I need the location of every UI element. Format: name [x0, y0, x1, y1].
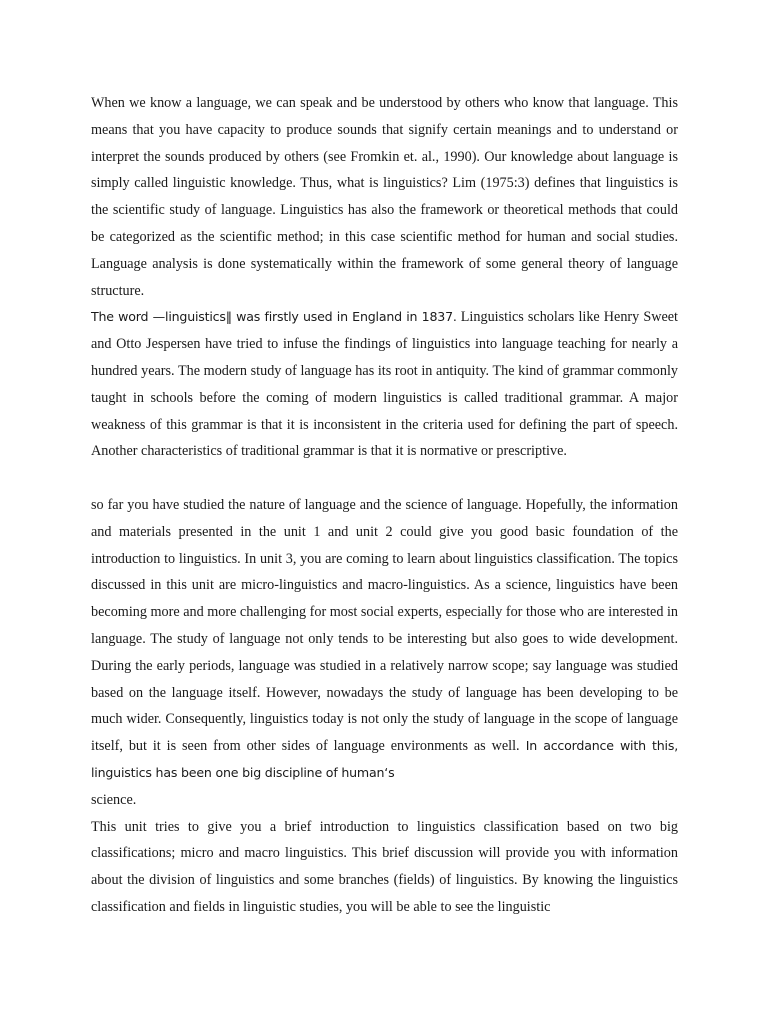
paragraph-1: When we know a language, we can speak and be understood by others who know that language. This means that you have capacity to produce sounds that signify certain meanings and to understand or interpret the sounds produced by others (see Fromkin et. al., 1990). Our knowledge about language is simply called linguistic knowledge. Thus, what is linguistics? Lim (1975:3) defines that linguistics is the scientific study of language. Linguistics has also the framework or theoretical methods that could be categorized as the scientific method; in this case scientific method for human and social studies. Language analysis is done systematically within the framework of some general theory of language structure. [91, 95, 678, 299]
paragraph-2-rest: Linguistics scholars like Henry Sweet and Otto Jespersen have tried to infuse the findings of linguistics into language teaching for nearly a hundred years. The modern study of language has its root in antiquity. The kind of grammar commonly taught in schools before the coming of modern linguistics is called traditional grammar. A major weakness of this grammar is that it is inconsistent in the criteria used for defining the part of speech. Another characteristics of traditional grammar is that it is normative or prescriptive. [91, 309, 678, 460]
paragraph-2-lead: The word —linguistics‖ was firstly used in England in 1837. [91, 309, 457, 325]
paragraph-3-end: science. [91, 791, 137, 808]
paragraph-3-main: so far you have studied the nature of language and the science of language. Hopefully, the information and materials presented in the unit 1 and unit 2 could give you good basic foundation of the introduction to linguistics. In unit 3, you are coming to learn about linguistics classification. The topics discussed in this unit are micro-linguistics and macro-linguistics. As a science, linguistics have been becoming more and more challenging for most social experts, especially for those who are interested in language. The study of language not only tends to be interesting but also goes to wide development. During the early periods, language was studied in a relatively narrow scope; say language was studied based on the language itself. However, nowadays the study of language has been developing to be much wider. Consequently, linguistics today is not only the study of language in the scope of language itself, but it is seen from other sides of language environments as well. [91, 496, 679, 755]
document-body [91, 90, 678, 921]
paragraph-4: This unit tries to give you a brief introduction to linguistics classification based on two big classifications; micro and macro linguistics. This brief discussion will provide you with information about the division of linguistics and some branches (fields) of linguistics. By knowing the linguistics classification and fields in linguistic studies, you will be able to see the linguistic [91, 818, 678, 915]
paragraph-2 [91, 304, 678, 465]
paragraph-3 [91, 492, 678, 787]
paragraph-spacer [91, 465, 678, 492]
paragraph-3-tail: In accordance with this, linguistics has been one big discipline of human‘s [91, 738, 678, 780]
